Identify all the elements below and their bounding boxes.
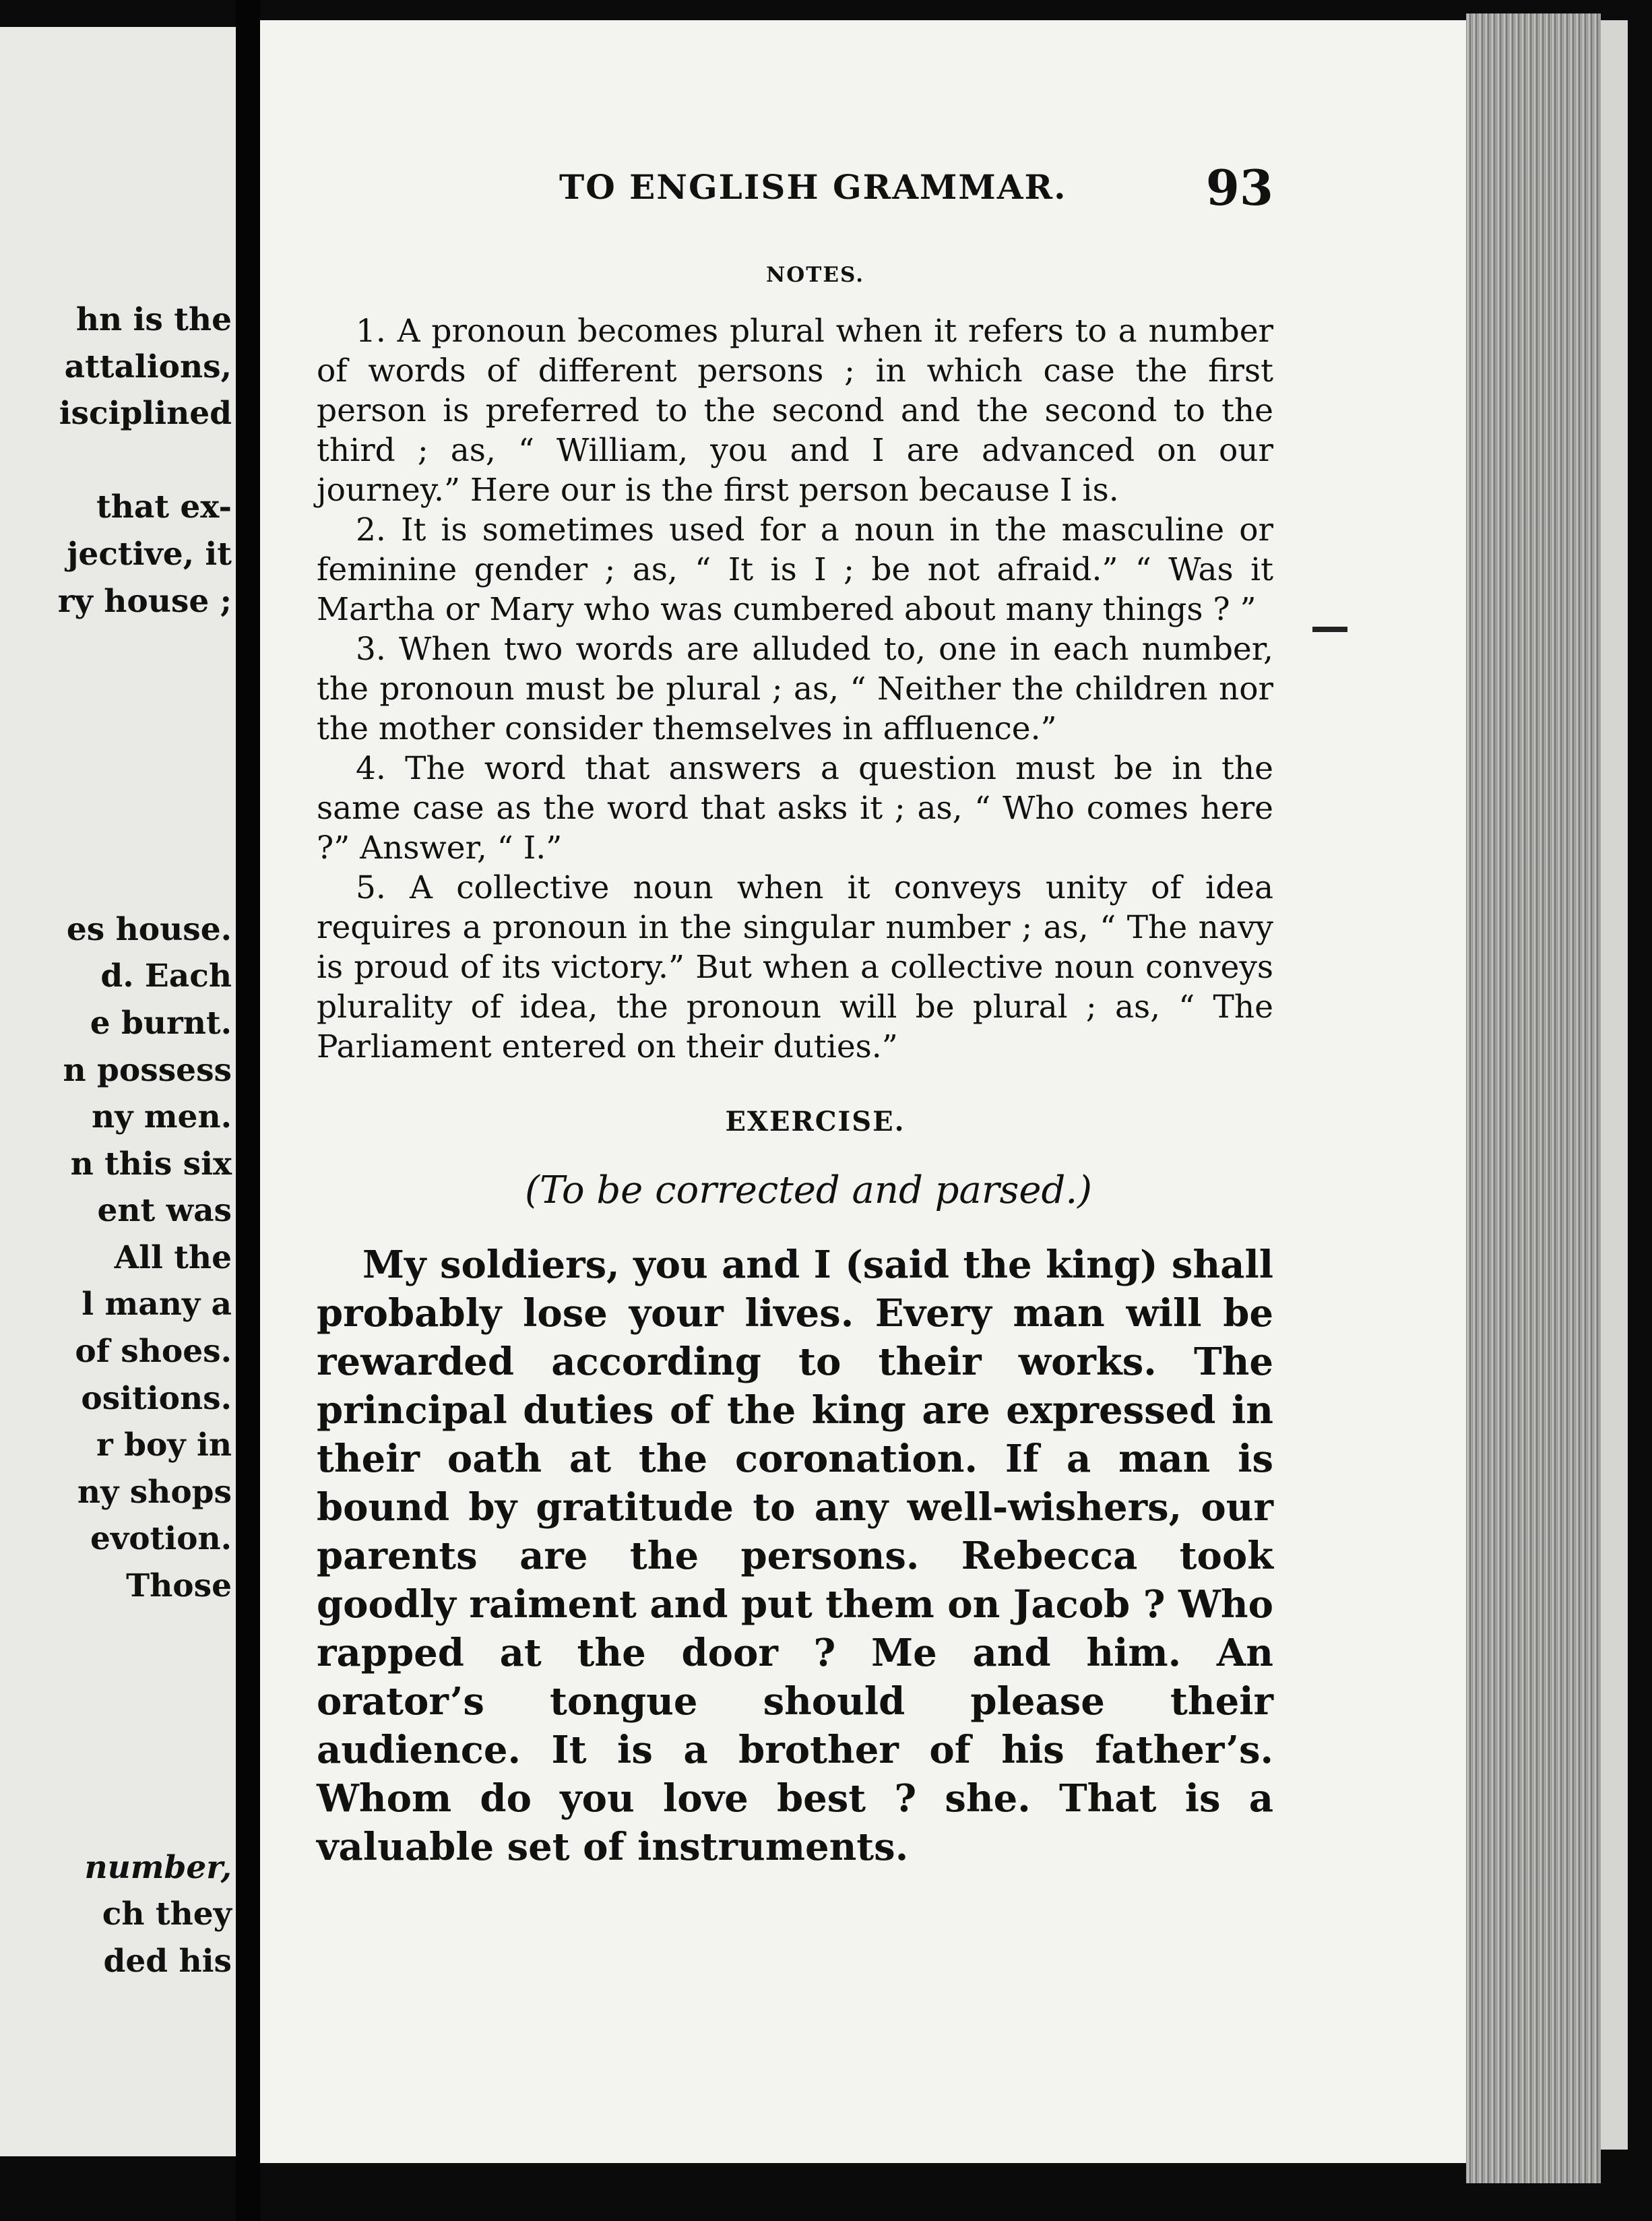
back-cover-edge — [1601, 20, 1628, 2150]
left-line: number, — [84, 1848, 232, 1886]
left-line: jective, it — [67, 535, 232, 573]
page-edges — [1466, 13, 1601, 2183]
left-line — [9, 1797, 232, 1844]
note-item: 3. When two words are alluded to, one in each number, the pronoun must be plural ; as, “ Neither the children nor the mother consider themselves in affluence.” — [317, 631, 1273, 747]
note-item: 2. It is sometimes used for a noun in the masculine or feminine gender ; as, “ It is I ; be not afraid.” “ Was it Martha or Mary who was cumbered about many things ? ” — [317, 511, 1273, 628]
left-line: ositions. — [81, 1379, 232, 1417]
left-line: d. Each — [100, 958, 232, 995]
left-line: ny men. — [91, 1098, 232, 1136]
left-line — [9, 859, 232, 906]
left-line: ch they — [102, 1896, 232, 1933]
left-page — [0, 27, 236, 2156]
left-line: evotion. — [90, 1520, 232, 1558]
exercise-text: My soldiers, you and I (said the king) shall probably lose your lives. Every man will be rewarded according to their works. The principal duties of the king are expressed in their oath at the coronation. If a man is bound by gratitude to any well-wishers, our parents are the persons. Rebecca took goodly raiment and put them on Jacob ? Who rapped at the door ? Me and him. An orator’s tongue should please their audience. It is a brother of his father’s. Whom do you love best ? she. That is a valuable set of instruments. — [317, 1243, 1273, 1869]
note-item: 5. A collective noun when it conveys unity of idea requires a pronoun in the singular number ; as, “ The navy is proud of its victory.” But when a collective noun conveys plurality of idea, the pronoun will be plural ; as, “ The Parliament entered on their duties.” — [317, 869, 1273, 1065]
left-line: ry house ; — [57, 582, 232, 620]
left-line: l many a — [82, 1286, 232, 1323]
note-item: 4. The word that answers a question must be in the same case as the word that asks it ; as, “ Who comes here ?” Answer, “ I.” — [317, 750, 1273, 867]
left-line — [9, 1703, 232, 1751]
left-line: attalions, — [64, 348, 232, 385]
left-line: es house. — [66, 910, 232, 948]
left-line: ny shops — [77, 1473, 232, 1511]
left-line: r boy in — [96, 1427, 232, 1464]
left-line — [9, 672, 232, 719]
left-line — [9, 718, 232, 765]
left-line — [9, 765, 232, 813]
left-page-text — [9, 296, 232, 1984]
notes-heading: NOTES. — [765, 263, 865, 287]
page-header — [317, 159, 1273, 221]
left-line — [9, 1750, 232, 1797]
left-line: e burnt. — [90, 1004, 232, 1042]
left-line: All the — [114, 1239, 232, 1276]
left-line — [9, 1610, 232, 1657]
note-item: 1. A pronoun becomes plural when it refers to a number of words of different persons ; in which case the first person is preferred to the second and the second to the third ; as, “ William, you and I are advanced on our journey.” Here our is the first person because I is. — [317, 313, 1273, 509]
left-line: ent was — [97, 1192, 232, 1230]
book-gutter — [236, 0, 260, 2221]
left-line — [9, 437, 232, 484]
running-title: TO ENGLISH GRAMMAR. — [559, 167, 1067, 207]
left-line: Those — [126, 1567, 232, 1605]
left-line: n this six — [70, 1145, 232, 1183]
exercise-heading: EXERCISE. — [725, 1106, 906, 1137]
left-line: of shoes. — [75, 1333, 232, 1371]
left-line: that ex- — [96, 489, 232, 526]
left-line: n possess — [63, 1051, 232, 1089]
left-line: ded his — [103, 1942, 232, 1980]
left-line — [9, 625, 232, 672]
left-line — [9, 813, 232, 860]
left-line: isciplined — [59, 395, 232, 433]
page-number: 93 — [1205, 159, 1273, 216]
exercise-subheading: (To be corrected and parsed.) — [524, 1168, 1093, 1212]
left-line: hn is the — [75, 301, 232, 338]
margin-mark — [1312, 627, 1347, 632]
page-body — [317, 263, 1273, 1909]
left-line — [9, 1656, 232, 1703]
